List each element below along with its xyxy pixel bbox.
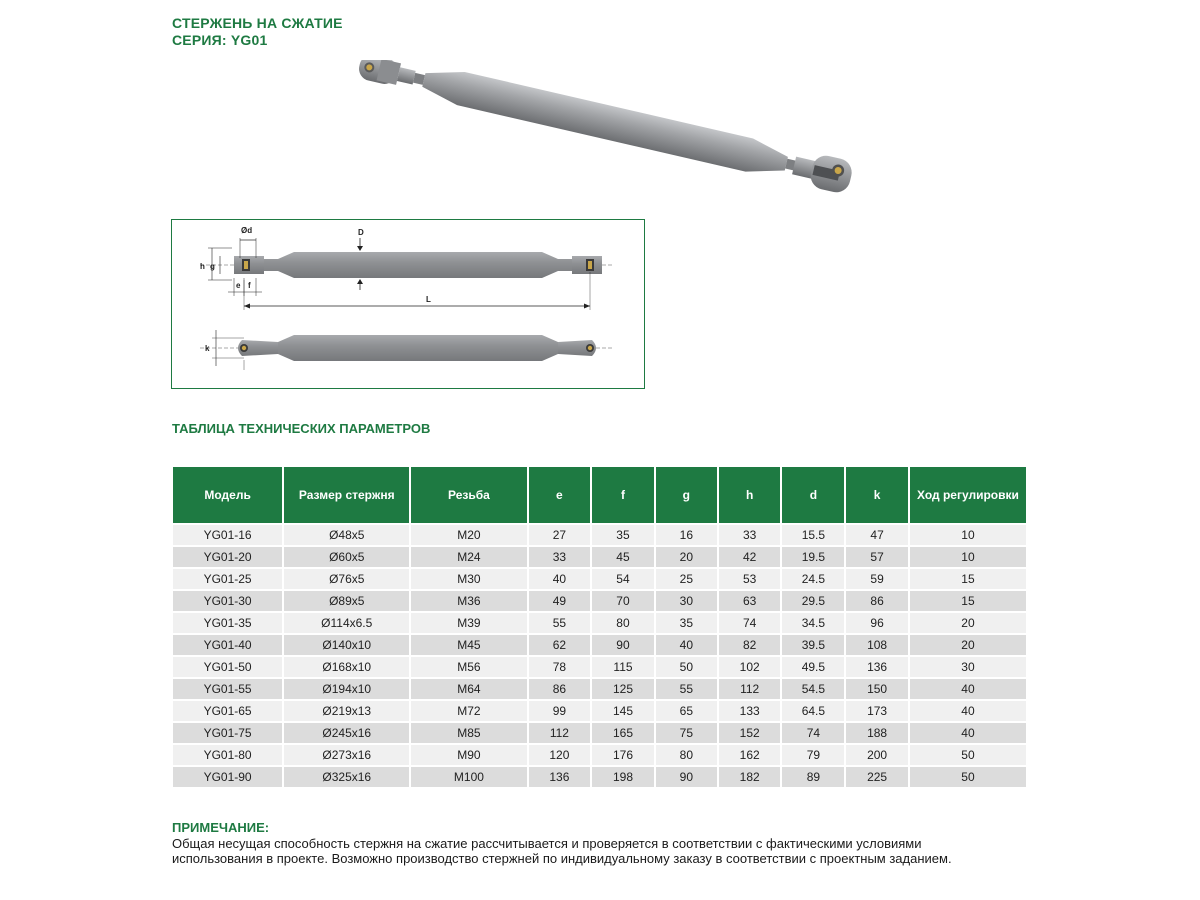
table-cell: 74 [782, 723, 844, 743]
table-cell: 50 [910, 767, 1026, 787]
column-header: Ход регулировки [910, 467, 1026, 523]
table-cell: 64.5 [782, 701, 844, 721]
table-cell: M30 [411, 569, 526, 589]
dim-k-label: k [205, 344, 210, 353]
table-cell: 54 [592, 569, 654, 589]
table-cell: M20 [411, 525, 526, 545]
table-cell: 47 [846, 525, 908, 545]
table-cell: Ø219x13 [284, 701, 409, 721]
dim-L-label: L [426, 295, 431, 304]
table-cell: 89 [782, 767, 844, 787]
table-cell: 145 [592, 701, 654, 721]
table-row [173, 635, 1026, 655]
table-cell: 55 [656, 679, 717, 699]
table-cell: 30 [910, 657, 1026, 677]
table-cell: 34.5 [782, 613, 844, 633]
table-row [173, 679, 1026, 699]
table-cell: 62 [529, 635, 591, 655]
table-cell: 33 [719, 525, 781, 545]
table-cell: 63 [719, 591, 781, 611]
table-cell: YG01-50 [173, 657, 282, 677]
table-row [173, 525, 1026, 545]
table-cell: 79 [782, 745, 844, 765]
table-cell: 50 [656, 657, 717, 677]
table-cell: 200 [846, 745, 908, 765]
table-cell: 10 [910, 525, 1026, 545]
table-cell: YG01-65 [173, 701, 282, 721]
table-cell: 182 [719, 767, 781, 787]
table-cell: 225 [846, 767, 908, 787]
table-cell: 99 [529, 701, 591, 721]
table-body [173, 525, 1026, 787]
table-cell: 20 [910, 635, 1026, 655]
table-cell: Ø325x16 [284, 767, 409, 787]
table-cell: 49 [529, 591, 591, 611]
table-cell: 96 [846, 613, 908, 633]
table-cell: 136 [529, 767, 591, 787]
table-row [173, 547, 1026, 567]
table-cell: 40 [656, 635, 717, 655]
table-cell: YG01-16 [173, 525, 282, 545]
table-cell: 133 [719, 701, 781, 721]
table-cell: YG01-20 [173, 547, 282, 567]
product-image [330, 60, 870, 210]
table-cell: M72 [411, 701, 526, 721]
table-row [173, 745, 1026, 765]
table-cell: YG01-30 [173, 591, 282, 611]
table-cell: 15 [910, 569, 1026, 589]
table-cell: 136 [846, 657, 908, 677]
table-cell: 40 [910, 701, 1026, 721]
technical-drawing [171, 219, 645, 389]
table-header-row [173, 467, 1026, 523]
table-cell: M100 [411, 767, 526, 787]
table-cell: 78 [529, 657, 591, 677]
table-cell: YG01-90 [173, 767, 282, 787]
column-header: e [529, 467, 591, 523]
table-cell: M36 [411, 591, 526, 611]
table-cell: 30 [656, 591, 717, 611]
table-cell: M85 [411, 723, 526, 743]
table-cell: 102 [719, 657, 781, 677]
table-row [173, 569, 1026, 589]
table-cell: Ø89x5 [284, 591, 409, 611]
column-header: f [592, 467, 654, 523]
table-cell: 49.5 [782, 657, 844, 677]
table-cell: 86 [846, 591, 908, 611]
table-cell: YG01-55 [173, 679, 282, 699]
table-cell: 59 [846, 569, 908, 589]
table-cell: Ø140x10 [284, 635, 409, 655]
dim-e-label: e [236, 281, 241, 290]
table-cell: 29.5 [782, 591, 844, 611]
table-cell: Ø76x5 [284, 569, 409, 589]
table-cell: YG01-25 [173, 569, 282, 589]
table-cell: 55 [529, 613, 591, 633]
table-cell: 20 [910, 613, 1026, 633]
left-clevis [357, 60, 427, 93]
table-cell: 45 [592, 547, 654, 567]
table-cell: 198 [592, 767, 654, 787]
dim-h-label: h [200, 262, 205, 271]
table-cell: 80 [656, 745, 717, 765]
table-cell: 42 [719, 547, 781, 567]
table-cell: 15.5 [782, 525, 844, 545]
table-row [173, 657, 1026, 677]
column-header: k [846, 467, 908, 523]
parameters-table [171, 465, 1028, 789]
column-header: h [719, 467, 781, 523]
table-cell: YG01-40 [173, 635, 282, 655]
series-label: СЕРИЯ: YG01 [172, 32, 268, 48]
page-title: СТЕРЖЕНЬ НА СЖАТИЕ [172, 15, 343, 31]
table-cell: 10 [910, 547, 1026, 567]
table-cell: 33 [529, 547, 591, 567]
table-cell: 162 [719, 745, 781, 765]
table-cell: 27 [529, 525, 591, 545]
table-cell: 80 [592, 613, 654, 633]
dim-d-label: Ød [241, 226, 253, 235]
table-cell: 75 [656, 723, 717, 743]
table-cell: 40 [910, 679, 1026, 699]
table-cell: 188 [846, 723, 908, 743]
table-cell: Ø273x16 [284, 745, 409, 765]
table-cell: Ø48x5 [284, 525, 409, 545]
drawing-top-view [200, 226, 612, 310]
table-cell: 50 [910, 745, 1026, 765]
table-cell: M64 [411, 679, 526, 699]
table-cell: 74 [719, 613, 781, 633]
table-cell: 57 [846, 547, 908, 567]
column-header: Размер стержня [284, 467, 409, 523]
page-title-block [172, 15, 343, 49]
column-header: g [656, 467, 717, 523]
table-cell: M39 [411, 613, 526, 633]
dim-D-label: D [358, 228, 364, 237]
table-cell: M56 [411, 657, 526, 677]
table-cell: 35 [656, 613, 717, 633]
note-text: Общая несущая способность стержня на сжатие рассчитывается и проверяется в соответствии с фактическими условиями использования в проекте. Возможно производство стержней по индивидуальному заказу в соответствии с проектным заданием. [172, 836, 952, 866]
table-cell: 70 [592, 591, 654, 611]
dim-g-label: g [210, 262, 215, 271]
table-cell: Ø245x16 [284, 723, 409, 743]
table-cell: 86 [529, 679, 591, 699]
table-cell: 35 [592, 525, 654, 545]
note-title: ПРИМЕЧАНИЕ: [172, 820, 270, 835]
column-header: d [782, 467, 844, 523]
table-cell: Ø194x10 [284, 679, 409, 699]
table-cell: 112 [719, 679, 781, 699]
table-cell: 40 [529, 569, 591, 589]
table-cell: Ø168x10 [284, 657, 409, 677]
table-cell: 152 [719, 723, 781, 743]
table-row [173, 591, 1026, 611]
right-clevis [783, 147, 855, 195]
table-cell: 150 [846, 679, 908, 699]
table-row [173, 701, 1026, 721]
table-cell: YG01-35 [173, 613, 282, 633]
table-cell: 125 [592, 679, 654, 699]
table-cell: 16 [656, 525, 717, 545]
table-cell: 115 [592, 657, 654, 677]
table-cell: 120 [529, 745, 591, 765]
table-cell: YG01-75 [173, 723, 282, 743]
table-cell: 108 [846, 635, 908, 655]
table-cell: YG01-80 [173, 745, 282, 765]
table-cell: 54.5 [782, 679, 844, 699]
table-cell: 112 [529, 723, 591, 743]
table-cell: 40 [910, 723, 1026, 743]
table-cell: M90 [411, 745, 526, 765]
table-cell: 20 [656, 547, 717, 567]
rod-tube [420, 63, 790, 180]
table-cell: Ø60x5 [284, 547, 409, 567]
table-cell: M24 [411, 547, 526, 567]
table-title: ТАБЛИЦА ТЕХНИЧЕСКИХ ПАРАМЕТРОВ [172, 421, 431, 436]
table-cell: 39.5 [782, 635, 844, 655]
table-row [173, 723, 1026, 743]
table-cell: 53 [719, 569, 781, 589]
table-cell: 82 [719, 635, 781, 655]
table-cell: M45 [411, 635, 526, 655]
table-cell: 24.5 [782, 569, 844, 589]
table-cell: 15 [910, 591, 1026, 611]
table-cell: 173 [846, 701, 908, 721]
table-cell: 19.5 [782, 547, 844, 567]
table-cell: 65 [656, 701, 717, 721]
column-header: Модель [173, 467, 282, 523]
table-cell: Ø114x6.5 [284, 613, 409, 633]
drawing-side-view [200, 330, 612, 370]
table-cell: 176 [592, 745, 654, 765]
table-cell: 165 [592, 723, 654, 743]
table-cell: 90 [656, 767, 717, 787]
dim-f-label: f [248, 281, 251, 290]
table-cell: 25 [656, 569, 717, 589]
table-row [173, 613, 1026, 633]
column-header: Резьба [411, 467, 526, 523]
table-cell: 90 [592, 635, 654, 655]
table-row [173, 767, 1026, 787]
